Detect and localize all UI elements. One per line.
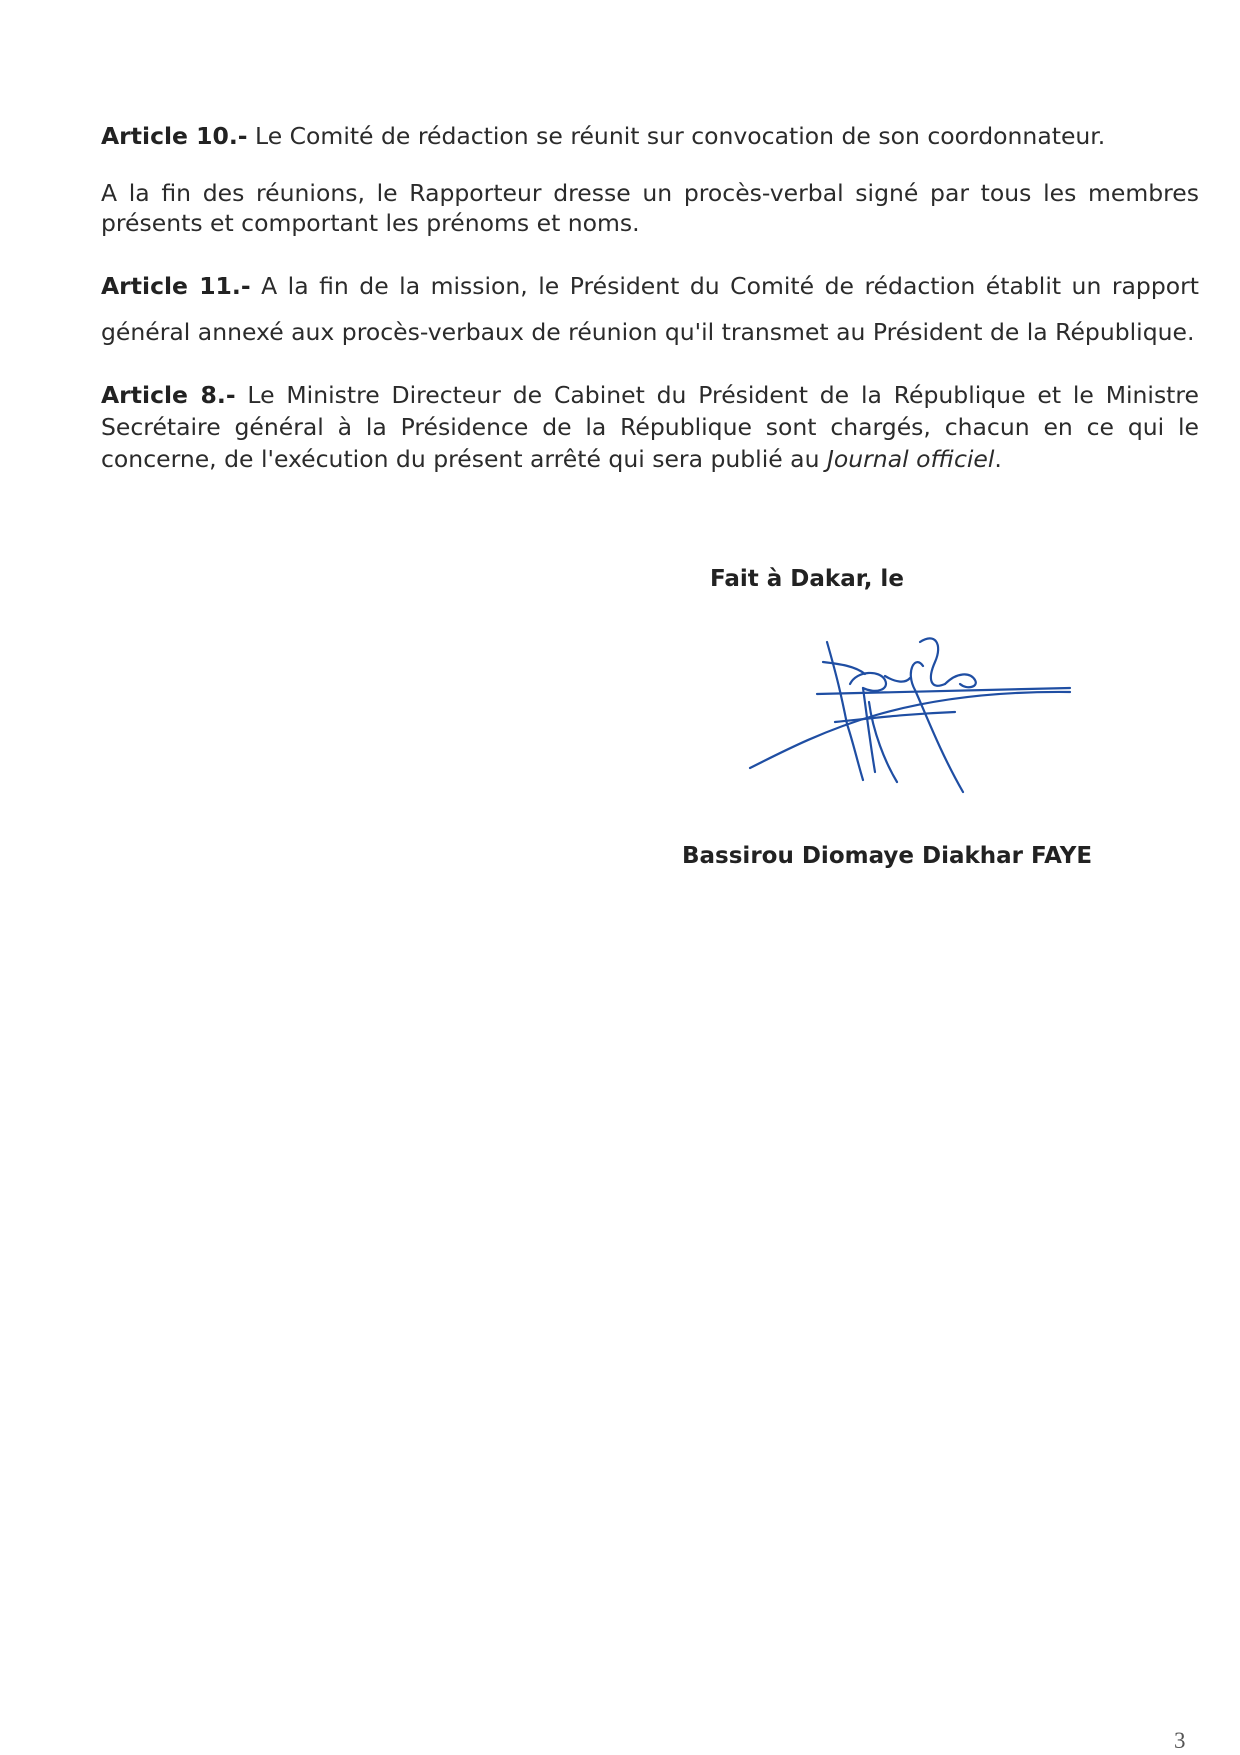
article-10-paragraph <box>101 121 1199 151</box>
article-11-paragraph <box>101 263 1199 355</box>
journal-officiel-italic: Journal officiel <box>826 445 995 473</box>
article-8-heading: Article 8.- <box>101 381 236 409</box>
reunions-text: A la fin des réunions, le Rapporteur dresse un procès-verbal signé par tous les membres présents et comportant les prénoms et noms. <box>101 179 1199 237</box>
signatory-name: Bassirou Diomaye Diakhar FAYE <box>682 843 1093 869</box>
page-number: 3 <box>1174 1728 1186 1753</box>
signature-image <box>745 632 1115 822</box>
reunions-paragraph <box>101 178 1199 238</box>
article-11-heading: Article 11.- <box>101 272 251 300</box>
article-11-text: A la fin de la mission, le Président du Comité de rédaction établit un rapport général annexé aux procès-verbaux de réunion qu'il transmet au Président de la République. <box>101 272 1199 346</box>
article-8-text: Le Ministre Directeur de Cabinet du Président de la République et le Ministre Secrétaire général à la Présidence de la République sont chargés, chacun en ce qui le concerne, de l'exécution du présent arrêté qui sera publié au <box>101 381 1199 473</box>
article-8-paragraph <box>101 379 1199 475</box>
article-10-heading: Article 10.- <box>101 122 248 150</box>
closing-place-date: Fait à Dakar, le <box>710 566 904 592</box>
article-8-end: . <box>994 445 1002 473</box>
article-10-text: Le Comité de rédaction se réunit sur convocation de son coordonnateur. <box>247 122 1106 150</box>
